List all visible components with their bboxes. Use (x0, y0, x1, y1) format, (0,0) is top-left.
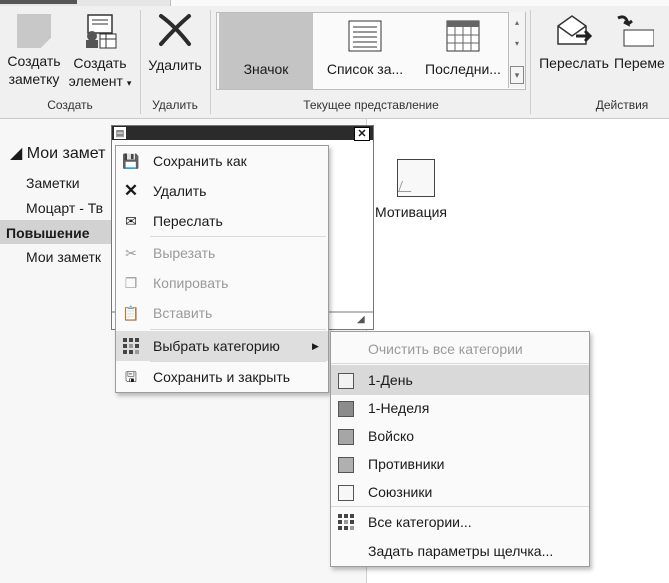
category-color-swatch (338, 457, 354, 473)
forward-envelope-icon: ✉ (125, 213, 137, 229)
note-window-menu-icon[interactable]: ▤ (115, 128, 125, 138)
menu-item-label: Вставить (153, 305, 213, 321)
menu-item-save-close[interactable] (116, 362, 328, 392)
category-label: 1-Неделя (368, 400, 430, 416)
menu-item-save-as[interactable] (116, 146, 328, 176)
delete-button[interactable] (144, 10, 206, 74)
new-item-icon (80, 12, 120, 50)
menu-item-label: Удалить (153, 183, 207, 199)
category-item-week[interactable] (331, 393, 589, 423)
category-color-swatch (338, 485, 354, 501)
new-item-button[interactable] (66, 10, 134, 92)
view-list-label: Список за... (326, 61, 404, 77)
list-icon (347, 19, 383, 53)
ribbon-tab-area (170, 0, 669, 6)
new-note-label-1: Создать (7, 53, 61, 69)
nav-item-my-notes[interactable]: Мои заметк (26, 249, 102, 265)
calendar-grid-icon (445, 19, 481, 53)
move-label: Переме (614, 55, 665, 71)
menu-separator (150, 329, 326, 330)
delete-label: Удалить (148, 57, 202, 73)
category-label: Противники (368, 456, 445, 472)
menu-item-label: Копировать (153, 275, 229, 291)
scissors-icon: ✂ (125, 245, 137, 261)
resize-grip-icon[interactable]: ◢ (357, 314, 365, 325)
menu-separator (331, 363, 589, 364)
menu-item-label: Переслать (153, 213, 223, 229)
note-window-titlebar[interactable] (112, 126, 373, 140)
categories-grid-icon (122, 338, 140, 354)
submenu-arrow-icon: ▶ (312, 341, 319, 351)
submenu-clear-label: Очистить все категории (368, 341, 523, 357)
category-item-allies[interactable] (331, 477, 589, 507)
delete-x-icon (155, 10, 195, 50)
view-list-option[interactable] (317, 13, 413, 89)
menu-item-label: Выбрать категорию (153, 338, 280, 354)
submenu-quick-click[interactable] (331, 536, 589, 566)
category-submenu (330, 331, 590, 567)
nav-item-notes[interactable]: Заметки (26, 175, 80, 191)
menu-separator (150, 236, 326, 237)
submenu-all-categories[interactable] (331, 507, 589, 537)
category-color-swatch (338, 373, 354, 389)
delete-x-icon: ✕ (123, 181, 139, 200)
view-last-option[interactable] (415, 13, 511, 89)
save-close-icon: 🖫 (125, 369, 137, 385)
save-as-icon: 💾 (122, 153, 140, 169)
category-color-swatch (338, 429, 354, 445)
menu-item-cut[interactable] (116, 238, 328, 268)
view-gallery (216, 12, 526, 90)
copy-icon: ❐ (124, 275, 138, 291)
forward-envelope-icon (554, 10, 594, 50)
category-item-day[interactable] (331, 365, 589, 395)
move-button[interactable] (614, 10, 669, 72)
note-item-title[interactable]: Мотивация (375, 204, 448, 220)
menu-item-label: Сохранить и закрыть (153, 369, 291, 385)
submenu-clear-categories[interactable] (331, 334, 589, 364)
note-item-icon[interactable] (397, 159, 435, 197)
category-label: Войско (368, 428, 415, 444)
category-color-swatch (338, 401, 354, 417)
new-item-label-2: элемент (68, 73, 123, 89)
group-label-delete: Удалить (152, 98, 198, 112)
category-item-army[interactable] (331, 421, 589, 451)
view-last-label: Последни... (425, 61, 501, 77)
menu-item-label: Сохранить как (153, 153, 247, 169)
new-note-button[interactable] (2, 10, 66, 88)
scroll-down-icon[interactable]: ▾ (514, 39, 519, 48)
submenu-all-label: Все категории... (368, 514, 472, 530)
menu-item-categorize[interactable] (116, 331, 328, 361)
view-icon-option[interactable] (219, 13, 313, 89)
forward-button[interactable] (534, 10, 614, 72)
group-separator (210, 10, 211, 114)
ribbon-active-tab-marker (0, 0, 77, 4)
gallery-scrollbar[interactable] (508, 12, 525, 88)
group-label-create: Создать (47, 98, 93, 112)
gallery-expand-icon[interactable]: ▾ (510, 66, 524, 84)
view-icon-label: Значок (243, 61, 289, 77)
menu-item-paste[interactable] (116, 298, 328, 328)
group-separator (530, 10, 531, 114)
note-fold-mark (398, 181, 415, 192)
menu-item-delete[interactable] (116, 176, 328, 206)
submenu-quickclick-label: Задать параметры щелчка... (368, 543, 554, 559)
nav-item-mozart[interactable]: Моцарт - Тв (26, 200, 104, 216)
category-label: 1-День (368, 372, 413, 388)
nav-item-promotion[interactable]: Повышение (6, 225, 90, 241)
menu-item-label: Вырезать (153, 245, 216, 261)
scroll-up-icon[interactable]: ▴ (514, 18, 519, 27)
group-label-actions: Действия (595, 98, 649, 112)
ribbon (0, 0, 669, 119)
paste-icon: 📋 (122, 305, 140, 321)
new-item-label-1: Создать (73, 55, 127, 71)
group-label-view: Текущее представление (303, 98, 439, 112)
new-note-label-2: заметку (8, 71, 60, 87)
close-icon[interactable]: ✕ (354, 127, 370, 141)
note-context-menu (115, 145, 329, 393)
note-icon (17, 14, 51, 48)
category-item-opponents[interactable] (331, 449, 589, 479)
move-icon (614, 10, 654, 50)
menu-item-forward[interactable] (116, 206, 328, 236)
menu-item-copy[interactable] (116, 268, 328, 298)
categories-grid-icon (337, 514, 355, 530)
forward-label: Переслать (539, 55, 609, 71)
category-label: Союзники (368, 484, 433, 500)
dropdown-arrow-icon: ▾ (126, 78, 132, 88)
nav-folder-header[interactable]: ◢ Мои замет (10, 145, 106, 162)
